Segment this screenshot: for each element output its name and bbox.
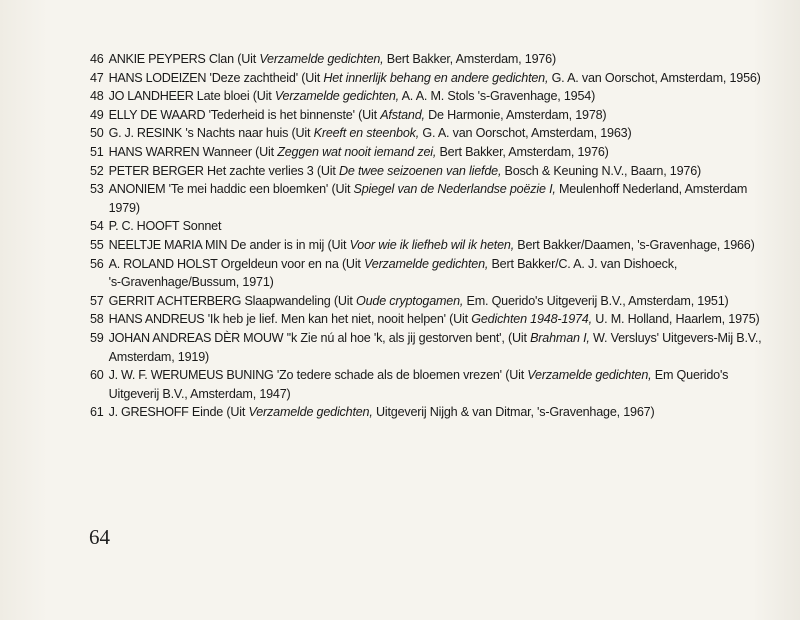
entry-number: 59 <box>90 330 104 345</box>
list-item <box>90 403 790 422</box>
entry-number: 60 <box>90 368 104 383</box>
entry-text <box>109 124 790 143</box>
entry-title: Het zachte verlies 3 <box>207 163 314 178</box>
entry-source-prefix: (Uit <box>331 182 354 197</box>
list-item <box>90 124 790 143</box>
entry-publisher: De Harmonie, Amsterdam, 1978) <box>424 107 607 122</box>
entry-author: J. GRESHOFF <box>108 405 189 420</box>
list-item <box>90 106 790 125</box>
entry-source-prefix: (Uit <box>358 107 381 122</box>
entry-title: 'Ik heb je lief. Men kan het niet, nooit helpen' <box>207 312 446 327</box>
entry-author: NEELTJE MARIA MIN <box>108 237 228 252</box>
entry-source-prefix: (Uit <box>316 163 340 178</box>
entry-text <box>109 236 790 255</box>
entry-number: 52 <box>90 163 104 178</box>
entry-publisher: Uitgeverij Nijgh & van Ditmar, 's-Gravenhage, 1967) <box>372 405 655 420</box>
entry-book-title: Verzamelde gedichten, <box>248 405 373 420</box>
entry-author: GERRIT ACHTERBERG <box>108 293 242 308</box>
list-item <box>90 69 790 88</box>
entry-book-title: Het innerlijk behang en andere gedichten, <box>323 70 549 85</box>
list-item <box>90 162 790 181</box>
entry-author: PETER BERGER <box>108 163 204 178</box>
entry-author: G. J. RESINK <box>108 126 182 141</box>
entry-text <box>109 69 790 88</box>
entry-number: 57 <box>90 293 104 308</box>
entry-author: A. ROLAND HOLST <box>108 256 218 271</box>
entry-text <box>109 143 790 162</box>
entry-publisher: Bert Bakker/Daamen, 's-Gravenhage, 1966) <box>514 237 755 252</box>
entry-text <box>109 50 790 69</box>
entry-number: 49 <box>90 107 104 122</box>
entry-book-title: Voor wie ik liefheb wil ik heten, <box>349 237 514 252</box>
entry-text <box>109 366 790 403</box>
entry-text <box>109 292 790 311</box>
entry-book-title: Spiegel van de Nederlandse poëzie I, <box>353 182 556 197</box>
entry-text <box>109 180 790 217</box>
entry-continuation: Amsterdam, 1919) <box>108 349 210 364</box>
entry-text <box>109 162 790 181</box>
entry-source-prefix: (Uit <box>291 126 314 141</box>
entry-book-title: Verzamelde gedichten, <box>274 89 399 104</box>
entry-source-prefix: (Uit <box>449 312 472 327</box>
entry-book-title: De twee seizoenen van liefde, <box>339 163 502 178</box>
entry-author: ANONIEM <box>108 182 166 197</box>
entry-book-title: Brahman I, <box>530 330 590 345</box>
entry-continuation: Uitgeverij B.V., Amsterdam, 1947) <box>108 386 291 401</box>
entry-author: ANKIE PEYPERS <box>108 52 206 66</box>
entry-title: 'Te mei haddic een bloemken' <box>168 182 329 197</box>
entry-number: 46 <box>90 52 104 66</box>
entry-book-title: Verzamelde gedichten, <box>364 256 489 271</box>
page-number: 64 <box>89 525 110 549</box>
entry-title: 'Tederheid is het binnenste' <box>208 107 355 122</box>
entry-title: Einde <box>191 405 224 420</box>
entry-book-title: Oude cryptogamen, <box>355 293 464 308</box>
entry-number: 47 <box>90 70 104 85</box>
entry-author: HANS ANDREUS <box>108 312 205 327</box>
list-item <box>90 366 790 403</box>
entry-title: Slaapwandeling <box>244 293 331 308</box>
entry-publisher: Bert Bakker/C. A. J. van Dishoeck, <box>488 256 678 271</box>
entry-source-prefix: (Uit <box>252 89 275 104</box>
entry-source-prefix: (Uit <box>333 293 356 308</box>
list-item <box>90 87 790 106</box>
entry-book-title: Verzamelde gedichten, <box>527 368 652 383</box>
entry-title: 's Nachts naar huis <box>185 126 289 141</box>
entry-publisher: Em. Querido's Uitgeverij B.V., Amsterdam, 1951) <box>463 293 729 308</box>
entry-book-title: Afstand, <box>380 107 425 122</box>
list-item <box>90 292 790 311</box>
entry-publisher: Bert Bakker, Amsterdam, 1976) <box>383 52 556 66</box>
entry-title: Orgeldeun voor en na <box>220 256 339 271</box>
entry-author: P. C. HOOFT <box>108 219 180 234</box>
entry-title: De ander is in mij <box>230 237 325 252</box>
entry-text <box>109 403 790 422</box>
entry-book-title: Kreeft en steenbok, <box>313 126 420 141</box>
entry-number: 51 <box>90 144 104 159</box>
entry-title: Sonnet <box>182 219 222 234</box>
entry-publisher: Bert Bakker, Amsterdam, 1976) <box>436 144 609 159</box>
entry-publisher: Bosch & Keuning N.V., Baarn, 1976) <box>501 163 702 178</box>
entry-publisher: W. Versluys' Uitgevers-Mij B.V., <box>589 330 762 345</box>
entry-book-title: Gedichten 1948-1974, <box>471 312 592 327</box>
entry-author: HANS WARREN <box>108 144 200 159</box>
entry-title: Wanneer <box>202 144 252 159</box>
entry-author: HANS LODEIZEN <box>108 70 207 85</box>
list-item <box>90 143 790 162</box>
list-item <box>90 180 790 217</box>
entry-text <box>109 87 790 106</box>
list-item <box>90 329 790 366</box>
entry-text <box>109 106 790 125</box>
entry-author: J. W. F. WERUMEUS BUNING <box>108 368 274 383</box>
entry-number: 54 <box>90 219 104 234</box>
list-item <box>90 255 790 292</box>
entry-number: 61 <box>90 405 104 420</box>
entry-publisher: G. A. van Oorschot, Amsterdam, 1963) <box>419 126 632 141</box>
entry-number: 55 <box>90 237 104 252</box>
entry-text <box>109 217 790 236</box>
entry-text <box>109 329 790 366</box>
entry-number: 53 <box>90 182 104 197</box>
entry-book-title: Verzamelde gedichten, <box>259 52 384 66</box>
entry-publisher: U. M. Holland, Haarlem, 1975) <box>591 312 760 327</box>
entry-list <box>90 50 790 422</box>
entry-number: 48 <box>90 89 104 104</box>
entry-author: JO LANDHEER <box>108 89 194 104</box>
entry-publisher: Em Querido's <box>651 368 729 383</box>
entry-source-prefix: (Uit <box>327 237 350 252</box>
entry-source-prefix: (Uit <box>341 256 365 271</box>
entry-publisher: G. A. van Oorschot, Amsterdam, 1956) <box>548 70 761 85</box>
entry-source-prefix: (Uit <box>255 144 278 159</box>
entry-text <box>109 310 790 329</box>
entry-number: 50 <box>90 126 104 141</box>
entry-book-title: Zeggen wat nooit iemand zei, <box>277 144 437 159</box>
entry-title: ''k Zie nú al hoe 'k, als jij gestorven bent', <box>286 330 505 345</box>
entry-author: ELLY DE WAARD <box>108 107 206 122</box>
entry-title: 'Deze zachtheid' <box>209 70 298 85</box>
entry-source-prefix: (Uit <box>226 405 249 420</box>
list-item <box>90 50 790 69</box>
list-item <box>90 217 790 236</box>
entry-source-prefix: (Uit <box>508 330 531 345</box>
entry-number: 58 <box>90 312 104 327</box>
entry-title: 'Zo tedere schade als de bloemen vrezen' <box>276 368 502 383</box>
entry-author: JOHAN ANDREAS DÈR MOUW <box>108 330 284 345</box>
entry-publisher: A. A. M. Stols 's-Gravenhage, 1954) <box>398 89 596 104</box>
entry-title: Late bloei <box>196 89 250 104</box>
entry-number: 56 <box>90 256 104 271</box>
entry-source-prefix: (Uit <box>301 70 324 85</box>
entry-source-prefix: (Uit <box>237 52 260 66</box>
entry-title: Clan <box>208 52 234 66</box>
entry-continuation: 1979) <box>108 200 140 215</box>
list-item <box>90 236 790 255</box>
list-item <box>90 310 790 329</box>
entry-publisher: Meulenhoff Nederland, Amsterdam <box>555 182 748 197</box>
entry-source-prefix: (Uit <box>505 368 528 383</box>
entry-continuation: 's-Gravenhage/Bussum, 1971) <box>108 275 274 290</box>
entry-text <box>109 255 790 292</box>
